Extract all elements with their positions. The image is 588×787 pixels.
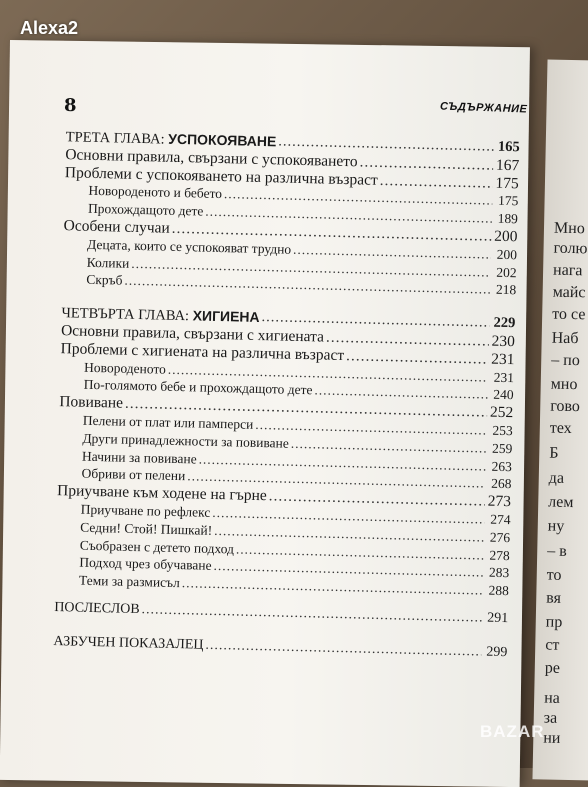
seller-watermark: Alexa2 (20, 18, 79, 38)
toc-text: Приучване по рефлекс (80, 501, 211, 520)
facing-page-text: тех (549, 419, 572, 438)
toc-page: 253 (492, 422, 513, 439)
toc-page: 259 (491, 440, 513, 456)
toc-page: 167 (495, 156, 520, 175)
toc-text: ПОСЛЕСЛОВ (54, 599, 140, 618)
toc-text: Проблеми с успокояването на различна възраст (64, 163, 378, 189)
toc-text: Новороденото и бебето (88, 183, 223, 202)
facing-page-text: пр (545, 613, 563, 631)
toc-text: По-голямото бебе и прохождащото дете (83, 377, 313, 398)
facing-page-text: ре (544, 659, 561, 677)
facing-page-text: майс (552, 283, 586, 302)
toc-text: Децата, които се успокояват трудно (86, 236, 292, 257)
chapter-3-entries (54, 146, 519, 300)
toc-text: Особени случаи (63, 217, 170, 237)
toc-page: 200 (494, 227, 518, 246)
facing-page-text: Б (549, 444, 559, 462)
facing-page-text: вя (546, 589, 562, 607)
facing-page-text: гово (550, 397, 581, 416)
toc-page: 165 (497, 138, 520, 156)
toc-text: Други принадлежности за повиване (82, 430, 290, 451)
facing-page-text: ни (543, 729, 561, 747)
toc-page: 200 (496, 246, 518, 263)
toc-page: 252 (489, 403, 514, 422)
toc-page: 218 (495, 282, 517, 298)
toc-page: 283 (488, 564, 510, 581)
facing-page-text: – по (551, 351, 580, 370)
toc-text: Приучване към ходене на гърне (56, 482, 267, 505)
toc-text: Основни правила, свързани с хигиената (60, 322, 325, 346)
toc-page: 263 (491, 458, 513, 474)
toc-page: 231 (491, 350, 515, 368)
toc-text: Основни правила, свързани с успокояването (65, 145, 358, 171)
chapter-prefix: ТРЕТА ГЛАВА: (65, 129, 169, 148)
running-header: СЪДЪРЖАНИЕ (439, 100, 528, 116)
toc-page: 175 (497, 193, 519, 209)
facing-page-text: то (546, 566, 562, 584)
facing-page-text: на (543, 689, 561, 707)
bazar-logo: BAZAR (480, 722, 545, 741)
chapter-prefix: ЧЕТВЪРТА ГЛАВА: (61, 305, 193, 325)
toc-text: Колики (86, 254, 130, 271)
toc-text: Пелени от плат или памперси (82, 412, 254, 432)
toc-page: 189 (497, 210, 519, 227)
toc-text: Начини за повиване (81, 448, 197, 467)
facing-page-text: за (543, 709, 558, 727)
facing-page-text: то се (552, 305, 586, 324)
toc-page: 229 (493, 314, 516, 332)
toc-page: 299 (486, 644, 508, 660)
chapter-title: УСПОКОЯВАНЕ (168, 130, 277, 150)
toc-text: Съобразен с детето подход (79, 537, 235, 556)
toc-page: 276 (489, 529, 511, 545)
table-of-contents (45, 128, 520, 662)
facing-page-text: да (548, 469, 565, 487)
toc-text: Седни! Стой! Пишкай! (80, 519, 213, 538)
facing-page-text: – в (547, 542, 567, 560)
toc-page: 288 (488, 582, 510, 599)
toc-page: 278 (489, 547, 510, 563)
facing-page-text: нага (552, 261, 583, 280)
facing-page-text: Мно (553, 219, 585, 238)
toc-text: Прохождащото дете (87, 200, 204, 219)
facing-page-text: лем (548, 493, 574, 512)
toc-page: 274 (490, 511, 511, 528)
facing-page-text: мно (550, 375, 578, 394)
toc-page: 230 (491, 332, 516, 351)
page-number: 8 (64, 95, 77, 116)
toc-page: 268 (491, 476, 512, 492)
toc-text: Обриви от пелени (81, 466, 186, 484)
toc-text: АЗБУЧЕН ПОКАЗАЛЕЦ (53, 633, 204, 653)
toc-page: 273 (487, 492, 512, 511)
chapter-4-entries (47, 322, 515, 600)
facing-page-text: ст (545, 636, 560, 654)
facing-page-text: Наб (551, 329, 579, 348)
toc-text: Скръб (86, 272, 123, 288)
toc-text: Подход чрез обучаване (79, 554, 212, 574)
toc-page: 175 (495, 174, 519, 192)
toc-page: 202 (496, 264, 517, 280)
toc-text: Новороденото (83, 359, 167, 377)
facing-page-text: голю (553, 239, 588, 258)
toc-page: 231 (493, 369, 515, 385)
toc-text: Повиване (59, 393, 124, 412)
facing-page-text: ну (547, 517, 565, 535)
chapter-title: ХИГИЕНА (192, 307, 260, 326)
toc-text: Теми за размисъл (78, 572, 181, 591)
toc-page: 240 (493, 387, 514, 403)
toc-text: Проблеми с хигиената на различна възраст (60, 339, 345, 364)
toc-page: 291 (486, 610, 509, 627)
